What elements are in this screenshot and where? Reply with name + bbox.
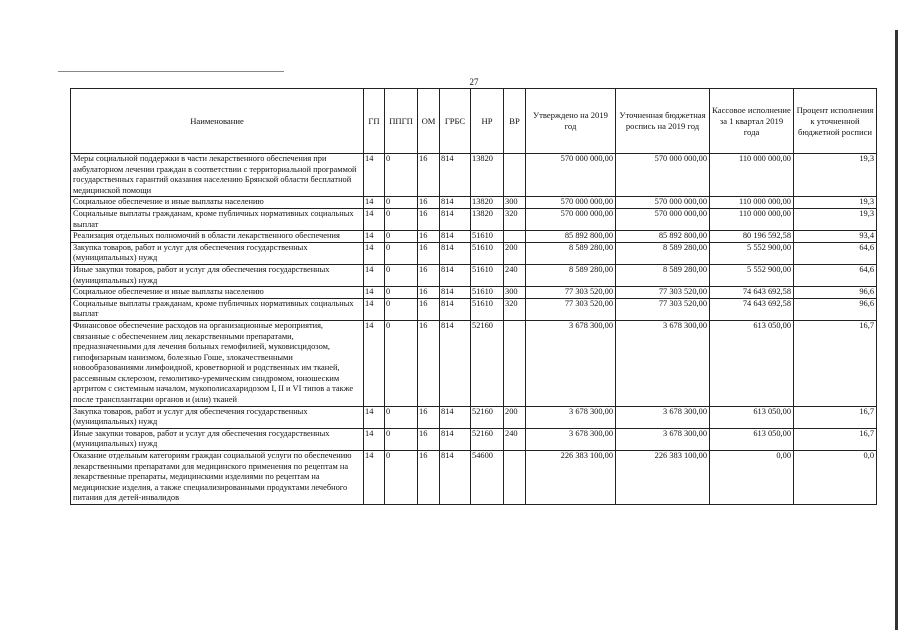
cell-ppgp: 0 (385, 320, 418, 406)
header-vr: ВР (504, 89, 526, 154)
cell-approved: 570 000 000,00 (526, 197, 616, 209)
cell-approved: 3 678 300,00 (526, 320, 616, 406)
cell-refined: 3 678 300,00 (616, 406, 710, 428)
cell-approved: 8 589 280,00 (526, 264, 616, 286)
cell-ppgp: 0 (385, 197, 418, 209)
cell-ppgp: 0 (385, 208, 418, 230)
header-cash: Кассовое исполнение за 1 квартал 2019 года (710, 89, 794, 154)
cell-ppgp: 0 (385, 451, 418, 505)
cell-om: 16 (418, 242, 440, 264)
cell-name: Социальное обеспечение и иные выплаты населению (71, 287, 364, 299)
cell-refined: 226 383 100,00 (616, 451, 710, 505)
cell-refined: 8 589 280,00 (616, 242, 710, 264)
cell-ppgp: 0 (385, 242, 418, 264)
cell-om: 16 (418, 406, 440, 428)
cell-nr: 13820 (471, 208, 504, 230)
cell-name: Социальные выплаты гражданам, кроме публичных нормативных социальных выплат (71, 208, 364, 230)
cell-gp: 14 (364, 264, 385, 286)
cell-grbs: 814 (440, 154, 471, 197)
cell-gp: 14 (364, 154, 385, 197)
table-row (71, 208, 877, 230)
cell-gp: 14 (364, 208, 385, 230)
cell-percent: 64,6 (794, 264, 877, 286)
table-row (71, 451, 877, 505)
header-rule (58, 71, 284, 72)
cell-nr: 13820 (471, 154, 504, 197)
cell-ppgp: 0 (385, 298, 418, 320)
cell-gp: 14 (364, 231, 385, 243)
cell-om: 16 (418, 208, 440, 230)
cell-approved: 77 303 520,00 (526, 287, 616, 299)
cell-name: Закупка товаров, работ и услуг для обеспечения государственных (муниципальных) нужд (71, 242, 364, 264)
cell-ppgp: 0 (385, 428, 418, 450)
cell-om: 16 (418, 197, 440, 209)
cell-name: Иные закупки товаров, работ и услуг для обеспечения государственных (муниципальных) нужд (71, 264, 364, 286)
cell-nr: 51610 (471, 287, 504, 299)
table-row (71, 197, 877, 209)
cell-om: 16 (418, 287, 440, 299)
cell-vr: 320 (504, 298, 526, 320)
cell-cash: 5 552 900,00 (710, 264, 794, 286)
cell-vr: 320 (504, 208, 526, 230)
cell-name: Социальное обеспечение и иные выплаты населению (71, 197, 364, 209)
cell-name: Иные закупки товаров, работ и услуг для обеспечения государственных (муниципальных) нужд (71, 428, 364, 450)
cell-vr (504, 231, 526, 243)
cell-ppgp: 0 (385, 264, 418, 286)
cell-grbs: 814 (440, 406, 471, 428)
cell-name: Реализация отдельных полномочий в области лекарственного обеспечения (71, 231, 364, 243)
cell-percent: 19,3 (794, 154, 877, 197)
cell-name: Закупка товаров, работ и услуг для обеспечения государственных (муниципальных) нужд (71, 406, 364, 428)
cell-nr: 52160 (471, 320, 504, 406)
cell-om: 16 (418, 264, 440, 286)
cell-cash: 110 000 000,00 (710, 154, 794, 197)
page-number: 27 (469, 77, 479, 87)
cell-gp: 14 (364, 451, 385, 505)
cell-approved: 85 892 800,00 (526, 231, 616, 243)
cell-nr: 52160 (471, 406, 504, 428)
table-row (71, 287, 877, 299)
budget-table (70, 88, 877, 505)
cell-vr: 300 (504, 287, 526, 299)
cell-gp: 14 (364, 428, 385, 450)
cell-name: Оказание отдельным категориям граждан социальной услуги по обеспечению лекарственными препаратами для медицинского применения по рецептам на лекарственные препараты, медицинскими изделиями по рецептам на медицинские изделия, а также специализированными продуктами лечебного питания для детей-инвалидов (71, 451, 364, 505)
cell-percent: 64,6 (794, 242, 877, 264)
cell-grbs: 814 (440, 242, 471, 264)
cell-name: Меры социальной поддержки в части лекарственного обеспечения при амбулаторном лечении граждан в соответствии с территориальной программой государственных гарантий оказания населению Брянской области бесплатной медицинской помощи (71, 154, 364, 197)
cell-refined: 85 892 800,00 (616, 231, 710, 243)
header-percent: Процент исполнения к уточненной бюджетной росписи (794, 89, 877, 154)
cell-refined: 570 000 000,00 (616, 197, 710, 209)
header-om: ОМ (418, 89, 440, 154)
header-nr: НР (471, 89, 504, 154)
cell-grbs: 814 (440, 197, 471, 209)
cell-ppgp: 0 (385, 406, 418, 428)
cell-om: 16 (418, 298, 440, 320)
cell-vr (504, 451, 526, 505)
cell-gp: 14 (364, 320, 385, 406)
cell-vr (504, 320, 526, 406)
cell-cash: 613 050,00 (710, 320, 794, 406)
cell-cash: 613 050,00 (710, 406, 794, 428)
cell-gp: 14 (364, 242, 385, 264)
table-row (71, 242, 877, 264)
cell-grbs: 814 (440, 287, 471, 299)
header-grbs: ГРБС (440, 89, 471, 154)
cell-om: 16 (418, 154, 440, 197)
table-body (71, 154, 877, 505)
cell-nr: 54600 (471, 451, 504, 505)
cell-name: Финансовое обеспечение расходов на организационные мероприятия, связанные с обеспечением лиц лекарственными препаратами, предназначенными для лечения больных гемофилией, муковисцидозом, гипофизарным нанизмом, болезнью Гоше, злокачественными новообразованиями лимфоидной, кроветворной и родственных им тканей, рассеянным склерозом, гемолитико-уремическим синдромом, юношеским артритом с системным началом, мукополисахаридозом I, II и VI типов а также после трансплантации органов и (или) тканей (71, 320, 364, 406)
cell-vr: 200 (504, 242, 526, 264)
table-header-row (71, 89, 877, 154)
cell-grbs: 814 (440, 428, 471, 450)
cell-percent: 16,7 (794, 406, 877, 428)
header-ppgp: ППГП (385, 89, 418, 154)
cell-gp: 14 (364, 298, 385, 320)
cell-grbs: 814 (440, 320, 471, 406)
cell-percent: 19,3 (794, 197, 877, 209)
table-row (71, 298, 877, 320)
cell-grbs: 814 (440, 451, 471, 505)
table-row (71, 320, 877, 406)
cell-refined: 570 000 000,00 (616, 154, 710, 197)
cell-ppgp: 0 (385, 154, 418, 197)
cell-refined: 77 303 520,00 (616, 298, 710, 320)
cell-approved: 3 678 300,00 (526, 406, 616, 428)
scan-edge (895, 30, 898, 630)
cell-name: Социальные выплаты гражданам, кроме публичных нормативных социальных выплат (71, 298, 364, 320)
cell-cash: 74 643 692,58 (710, 287, 794, 299)
cell-grbs: 814 (440, 231, 471, 243)
cell-om: 16 (418, 231, 440, 243)
cell-refined: 3 678 300,00 (616, 428, 710, 450)
cell-grbs: 814 (440, 264, 471, 286)
cell-refined: 570 000 000,00 (616, 208, 710, 230)
cell-ppgp: 0 (385, 287, 418, 299)
cell-refined: 3 678 300,00 (616, 320, 710, 406)
cell-refined: 8 589 280,00 (616, 264, 710, 286)
cell-approved: 3 678 300,00 (526, 428, 616, 450)
cell-om: 16 (418, 451, 440, 505)
cell-vr: 240 (504, 428, 526, 450)
cell-percent: 96,6 (794, 298, 877, 320)
cell-percent: 16,7 (794, 320, 877, 406)
cell-vr: 200 (504, 406, 526, 428)
cell-nr: 52160 (471, 428, 504, 450)
cell-gp: 14 (364, 287, 385, 299)
cell-cash: 613 050,00 (710, 428, 794, 450)
table-row (71, 264, 877, 286)
table-row (71, 231, 877, 243)
cell-approved: 8 589 280,00 (526, 242, 616, 264)
cell-nr: 51610 (471, 242, 504, 264)
cell-vr: 300 (504, 197, 526, 209)
cell-refined: 77 303 520,00 (616, 287, 710, 299)
cell-percent: 93,4 (794, 231, 877, 243)
cell-percent: 19,3 (794, 208, 877, 230)
cell-cash: 5 552 900,00 (710, 242, 794, 264)
header-gp: ГП (364, 89, 385, 154)
cell-vr (504, 154, 526, 197)
table-row (71, 154, 877, 197)
cell-om: 16 (418, 320, 440, 406)
cell-ppgp: 0 (385, 231, 418, 243)
cell-grbs: 814 (440, 298, 471, 320)
cell-approved: 226 383 100,00 (526, 451, 616, 505)
cell-nr: 13820 (471, 197, 504, 209)
cell-nr: 51610 (471, 264, 504, 286)
cell-gp: 14 (364, 197, 385, 209)
cell-approved: 570 000 000,00 (526, 154, 616, 197)
header-approved: Утверждено на 2019 год (526, 89, 616, 154)
table-row (71, 406, 877, 428)
cell-gp: 14 (364, 406, 385, 428)
cell-percent: 16,7 (794, 428, 877, 450)
cell-cash: 0,00 (710, 451, 794, 505)
cell-approved: 570 000 000,00 (526, 208, 616, 230)
cell-approved: 77 303 520,00 (526, 298, 616, 320)
cell-percent: 96,6 (794, 287, 877, 299)
cell-nr: 51610 (471, 231, 504, 243)
cell-grbs: 814 (440, 208, 471, 230)
table-row (71, 428, 877, 450)
header-refined: Уточненная бюджетная роспись на 2019 год (616, 89, 710, 154)
cell-cash: 80 196 592,58 (710, 231, 794, 243)
cell-cash: 110 000 000,00 (710, 208, 794, 230)
header-name: Наименование (71, 89, 364, 154)
cell-vr: 240 (504, 264, 526, 286)
cell-nr: 51610 (471, 298, 504, 320)
cell-cash: 74 643 692,58 (710, 298, 794, 320)
cell-om: 16 (418, 428, 440, 450)
cell-cash: 110 000 000,00 (710, 197, 794, 209)
cell-percent: 0,0 (794, 451, 877, 505)
